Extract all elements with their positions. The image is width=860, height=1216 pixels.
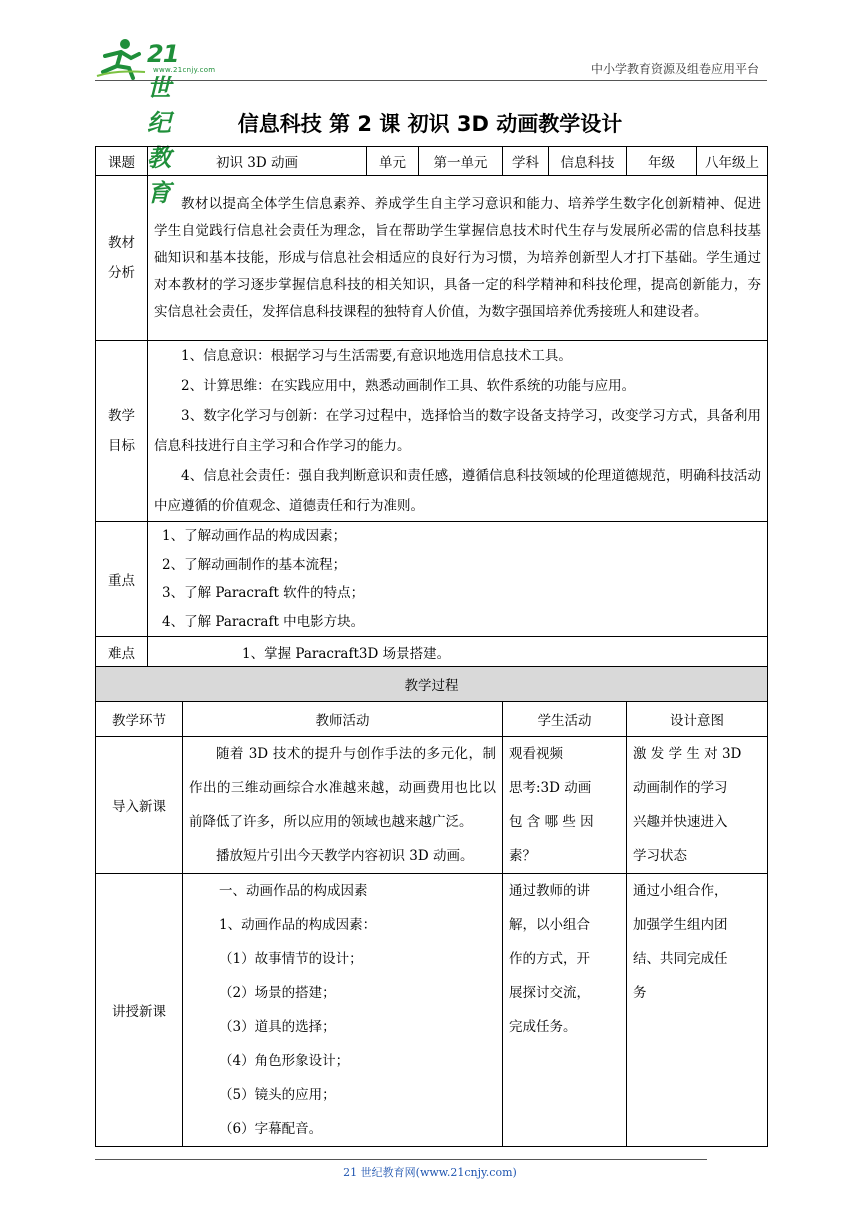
objective-item: 1、信息意识：根据学习与生活需要,有意识地选用信息技术工具。 xyxy=(181,348,572,364)
footer-link[interactable]: 21 世纪教育网(www.21cnjy.com) xyxy=(343,1166,517,1179)
student-activity-line: 通过教师的讲 xyxy=(509,883,590,899)
process-title: 教学过程 xyxy=(96,667,768,702)
design-intent-line: 通过小组合作， xyxy=(633,883,728,899)
subject-value: 信息科技 xyxy=(549,147,627,176)
unit-value: 第一单元 xyxy=(419,147,503,176)
student-activity-line: 观看视频 xyxy=(509,746,563,762)
topic-value: 初识 3D 动画 xyxy=(148,147,367,176)
key-point-item: 4、了解 Paracraft 中电影方块。 xyxy=(162,613,365,630)
design-intent-intro xyxy=(627,737,768,874)
objective-item: 4、信息社会责任：强自我判断意识和责任感，遵循信息科技领域的伦理道德规范，明确科技活动中应遵循的价值观念、道德责任和行为准则。 xyxy=(154,468,761,514)
objectives-row xyxy=(96,341,768,522)
difficulty-text: 1、掌握 Paracraft3D 场景搭建。 xyxy=(148,637,768,667)
design-intent-line: 加强学生组内团 xyxy=(633,917,728,933)
design-intent-line: 学习状态 xyxy=(633,848,687,864)
student-activity-line: 素？ xyxy=(509,848,536,864)
teacher-activity-line: （4）角色形象设计； xyxy=(219,1053,350,1069)
key-point-item: 3、了解 Paracraft 软件的特点； xyxy=(162,585,365,601)
analysis-text: 教材以提高全体学生信息素养、养成学生自主学习意识和能力、培养学生数字化创新精神、促进学生自觉践行信息社会责任为理念，旨在帮助学生掌握信息技术时代生存与发展所必需的信息科技基础知识和基本技能，形成与信息社会相适应的良好行为习惯，为培养创新型人才打下基础。学生通过对本教材的学习逐步掌握信息科技的相关知识，具备一定的科学精神和科技伦理，提高创新能力，夯实信息社会责任，发挥信息科技课程的独特育人价值，为数字强国培养优秀接班人和建设者。 xyxy=(154,195,761,320)
logo-text: 21世纪教育 xyxy=(147,40,179,207)
teacher-activity-line: （5）镜头的应用； xyxy=(219,1087,336,1103)
analysis-label: 教材分析 xyxy=(96,176,148,341)
teacher-activity-line: （6）字幕配音。 xyxy=(219,1121,323,1137)
objectives-label: 教学目标 xyxy=(96,341,148,522)
unit-label: 单元 xyxy=(367,147,419,176)
design-intent-line: 务 xyxy=(633,985,647,1001)
design-intent-line: 兴趣并快速进入 xyxy=(633,814,728,830)
info-row xyxy=(96,147,768,176)
student-activity-new-lesson xyxy=(503,874,627,1147)
teacher-activity-line: 一、动画作品的构成因素 xyxy=(219,883,368,899)
student-activity-line: 作的方式，开 xyxy=(509,951,590,967)
process-header-intent: 设计意图 xyxy=(627,702,768,737)
student-activity-line: 完成任务。 xyxy=(509,1019,577,1035)
difficulty-label: 难点 xyxy=(96,637,148,667)
student-activity-line: 展探讨交流， xyxy=(509,985,590,1001)
teacher-activity-line: 1、动画作品的构成因素： xyxy=(219,917,377,933)
teacher-activity-new-lesson xyxy=(183,874,503,1147)
footer-divider xyxy=(95,1159,707,1160)
process-header-stage: 教学环节 xyxy=(96,702,183,737)
teacher-activity-line: （1）故事情节的设计； xyxy=(219,951,363,967)
key-point-item: 1、了解动画作品的构成因素； xyxy=(162,528,347,544)
analysis-row xyxy=(96,176,768,341)
objective-item: 2、计算思维：在实践应用中，熟悉动画制作工具、软件系统的功能与应用。 xyxy=(181,378,636,394)
process-header-row xyxy=(96,702,768,737)
key-points-row xyxy=(96,522,768,637)
student-activity-line: 思考:3D 动画 xyxy=(509,780,592,796)
process-header-student: 学生活动 xyxy=(503,702,627,737)
design-intent-line: 结、共同完成任 xyxy=(633,951,728,967)
teacher-activity-line: （2）场景的搭建； xyxy=(219,985,336,1001)
platform-name: 中小学教育资源及组卷应用平台 xyxy=(590,62,759,76)
header-divider xyxy=(95,80,767,81)
teacher-activity-intro xyxy=(183,737,503,874)
student-activity-intro xyxy=(503,737,627,874)
process-header-teacher: 教师活动 xyxy=(183,702,503,737)
objectives-cell xyxy=(148,341,768,522)
objective-item: 3、数字化学习与创新：在学习过程中，选择恰当的数字设备支持学习，改变学习方式，具备利用信息科技进行自主学习和合作学习的能力。 xyxy=(154,408,761,454)
subject-label: 学科 xyxy=(503,147,549,176)
difficulty-row xyxy=(96,637,768,667)
student-activity-line: 包 含 哪 些 因 xyxy=(509,814,594,830)
topic-label: 课题 xyxy=(96,147,148,176)
logo-url: www.21cnjy.com xyxy=(153,66,216,74)
stage-new-lesson: 讲授新课 xyxy=(96,874,183,1147)
teacher-activity-line: （3）道具的选择； xyxy=(219,1019,336,1035)
stage-intro: 导入新课 xyxy=(96,737,183,874)
teacher-activity-paragraph: 播放短片引出今天教学内容初识 3D 动画。 xyxy=(216,848,474,864)
student-activity-line: 解，以小组合 xyxy=(509,917,590,933)
key-points-label: 重点 xyxy=(96,522,148,637)
key-point-item: 2、了解动画制作的基本流程； xyxy=(162,556,347,573)
grade-value: 八年级上 xyxy=(697,147,768,176)
process-title-row xyxy=(96,667,768,702)
analysis-cell xyxy=(148,176,768,341)
design-intent-line: 动画制作的学习 xyxy=(633,780,728,796)
design-intent-new-lesson xyxy=(627,874,768,1147)
process-row-new-lesson xyxy=(96,874,768,1147)
lesson-plan-table xyxy=(95,146,768,1147)
process-row-intro xyxy=(96,737,768,874)
grade-label: 年级 xyxy=(627,147,697,176)
document-title: 信息科技 第 2 课 初识 3D 动画教学设计 xyxy=(237,112,623,136)
design-intent-line: 激 发 学 生 对 3D xyxy=(633,746,742,762)
runner-logo-icon xyxy=(95,36,147,80)
key-points-cell xyxy=(148,522,768,637)
teacher-activity-paragraph: 随着 3D 技术的提升与创作手法的多元化，制作出的三维动画综合水准越来越，动画费用也比以前降低了许多，所以应用的领域也越来越广泛。 xyxy=(189,746,496,830)
